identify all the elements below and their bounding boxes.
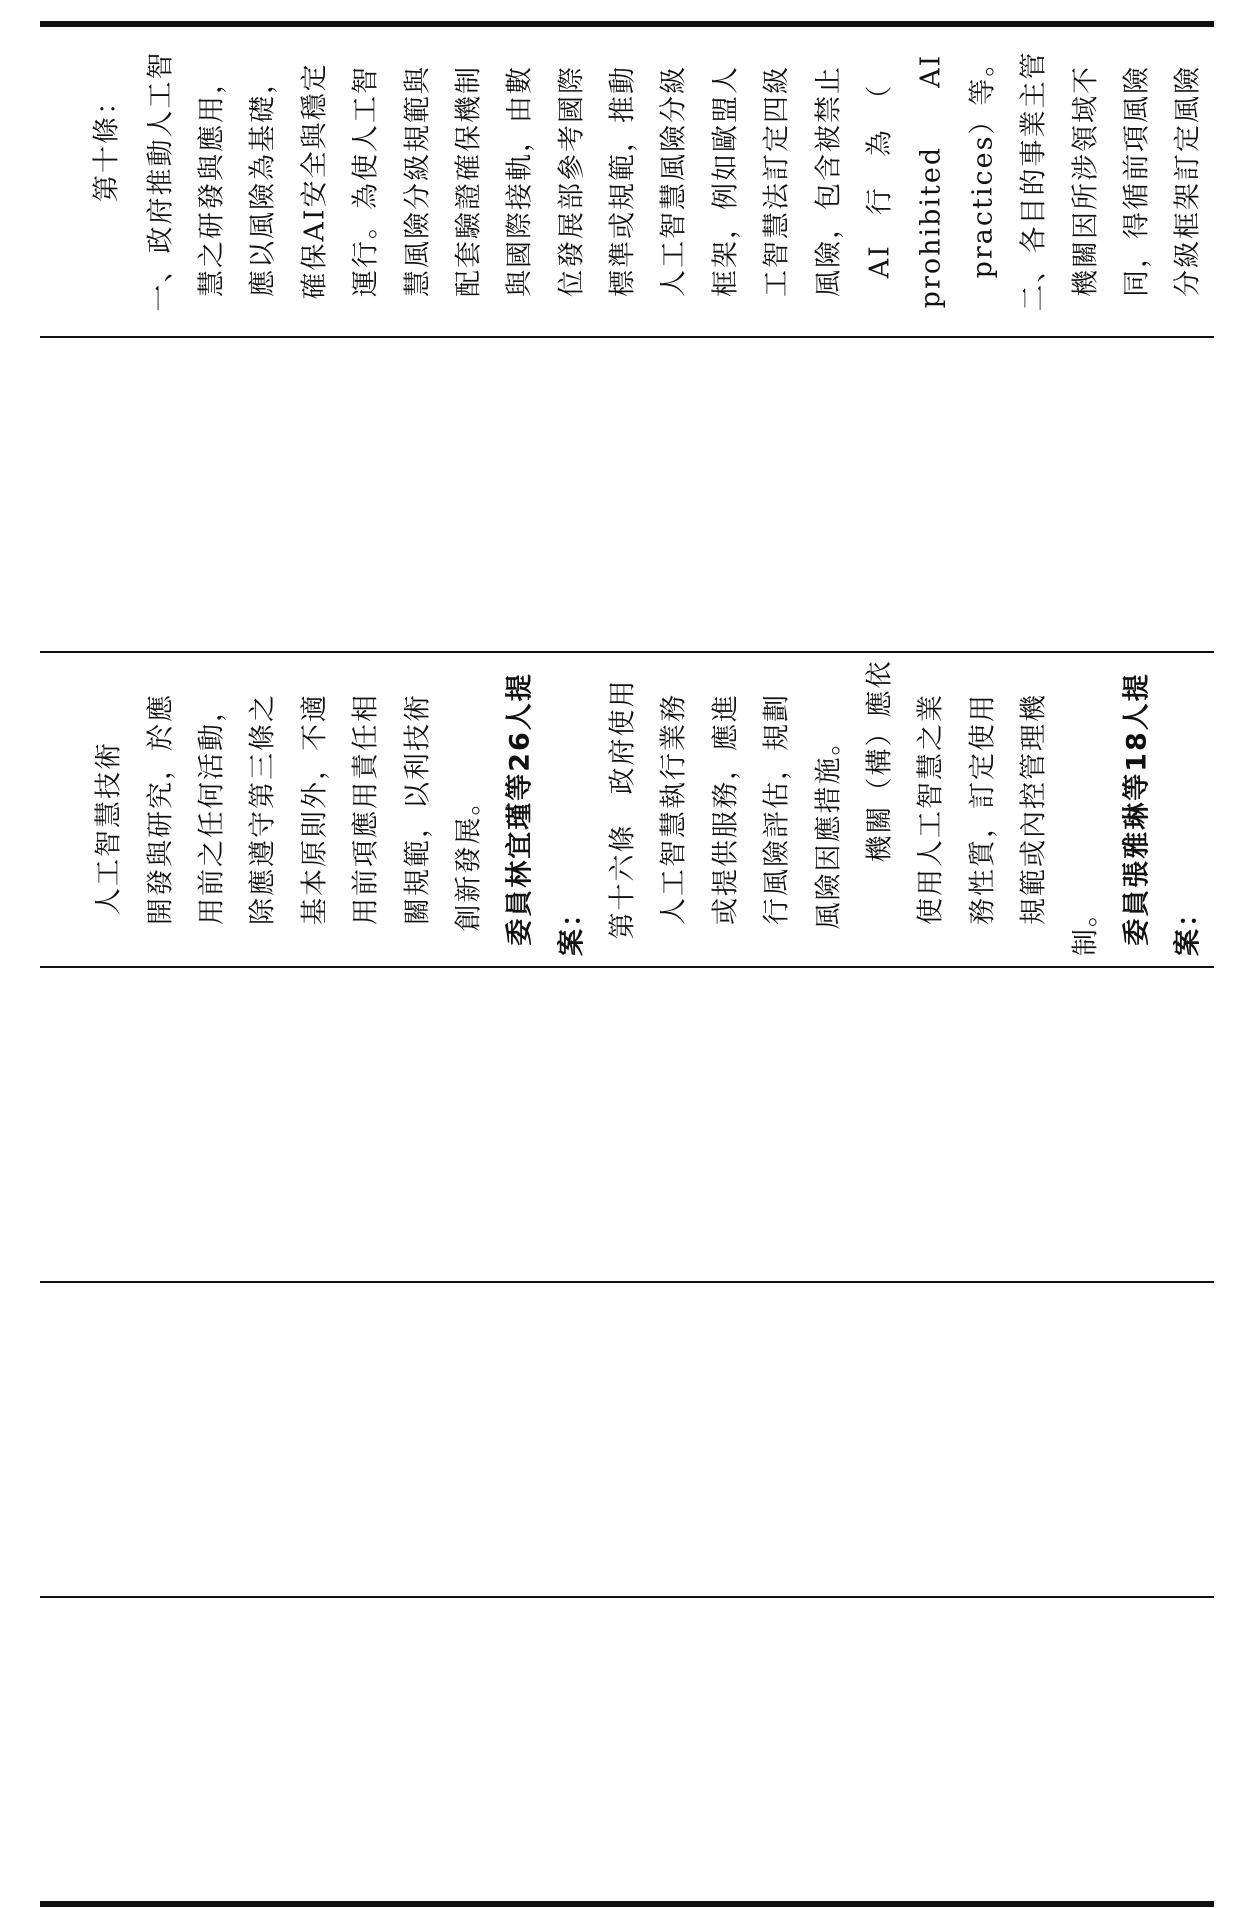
proposer-heading: 委員林宜瑾等26人提 — [504, 672, 536, 946]
proposer-heading: 案： — [556, 897, 588, 956]
article-10-cell — [40, 28, 1214, 334]
row-divider — [40, 336, 1214, 338]
text-line: 基本原則外，不適 — [299, 693, 331, 925]
text-line: 框架，例如歐盟人 — [710, 65, 742, 297]
text-line: 規範或內控管理機 — [1018, 693, 1050, 925]
text-line: 務性質，訂定使用 — [967, 693, 999, 925]
text-line: 關規範，以利技術 — [402, 693, 434, 925]
text-line: 創新發展。 — [453, 786, 485, 932]
text-line: 制。 — [1070, 897, 1102, 956]
text-line: 使用人工智慧之業 — [915, 693, 947, 925]
text-line: 應以風險為基礎， — [247, 65, 279, 297]
text-line: 人工智慧技術 — [93, 740, 125, 915]
text-line: 風險，包含被禁止 — [813, 65, 845, 297]
text-line: 慧之研發與應用， — [196, 65, 228, 297]
text-line: prohibited AI — [915, 53, 947, 309]
text-line: 與國際接軌，由數 — [504, 65, 536, 297]
table-bottom-rule — [40, 1901, 1214, 1907]
text-line: 人工智慧執行業務 — [658, 693, 690, 925]
text-line: 開發與研究，於應 — [145, 693, 177, 925]
text-line: 行風險評估，規劃 — [761, 693, 793, 925]
row-divider — [40, 1281, 1214, 1283]
proposer-heading: 委員張雅琳等18人提 — [1121, 672, 1153, 946]
text-line: 機關因所涉領域不 — [1070, 65, 1102, 297]
text-line: 工智慧法訂定四級 — [761, 65, 793, 297]
row-divider — [40, 1596, 1214, 1598]
text-line: 機關（構）應依 — [864, 659, 896, 921]
text-line: 風險因應措施。 — [813, 726, 845, 930]
text-line: 二、各目的事業主管 — [1018, 50, 1050, 312]
table-top-rule — [40, 21, 1214, 27]
row-divider — [40, 651, 1214, 653]
article-title: 第十條： — [91, 86, 123, 203]
text-line: 用前之任何活動， — [196, 693, 228, 925]
text-line: 或提供服務，應進 — [710, 693, 742, 925]
text-line: 第十六條 政府使用 — [607, 678, 639, 940]
text-line: 位發展部參考國際 — [556, 65, 588, 297]
text-line: 標準或規範，推動 — [607, 65, 639, 297]
row-divider — [40, 966, 1214, 968]
text-line: 用前項應用責任相 — [350, 693, 382, 925]
text-line: 一、政府推動人工智 — [145, 50, 177, 312]
text-line: 運行。為使人工智 — [350, 65, 382, 297]
text-line: 分級框架訂定風險 — [1172, 65, 1204, 297]
text-line: 人工智慧風險分級 — [658, 65, 690, 297]
proposer-heading: 案： — [1172, 897, 1204, 956]
text-line: 除應遵守第三條之 — [247, 693, 279, 925]
text-line: practices）等。 — [967, 47, 999, 279]
proposals-cell — [40, 654, 1214, 964]
text-line: 配套驗證確保機制 — [453, 65, 485, 297]
text-line: 確保AI安全與穩定 — [299, 62, 331, 300]
text-line: 慧風險分級規範與 — [402, 65, 434, 297]
text-line: 同，得循前項風險 — [1121, 65, 1153, 297]
text-line: AI 行 為 （ — [864, 83, 896, 279]
